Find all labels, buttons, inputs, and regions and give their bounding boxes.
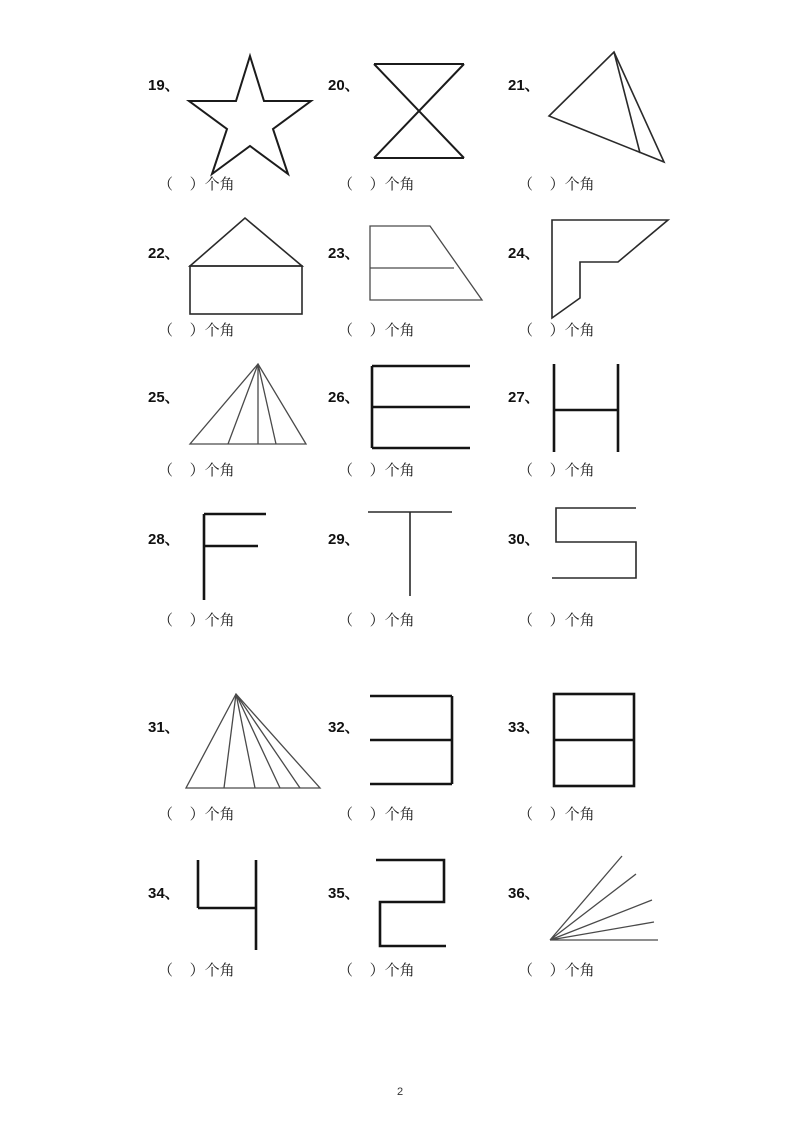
problem-item-31 — [140, 688, 320, 824]
figure-area — [140, 500, 320, 612]
figure-area — [320, 214, 500, 322]
figure-letter-e-mirrored — [360, 688, 500, 816]
figure-triangle-three-cevians — [180, 358, 320, 486]
item-number: 27、 — [508, 389, 540, 406]
item-number: 30、 — [508, 531, 540, 548]
figure-letter-t — [360, 500, 500, 628]
answer-blank[interactable]: （ ）个角 — [338, 176, 415, 193]
problem-item-28 — [140, 500, 320, 630]
problem-row — [140, 854, 680, 980]
item-number: 19、 — [148, 77, 180, 94]
item-number: 21、 — [508, 77, 540, 94]
figure-ray-fan-five — [540, 854, 680, 982]
problem-item-34 — [140, 854, 320, 980]
answer-blank[interactable]: （ ）个角 — [158, 176, 235, 193]
answer-blank[interactable]: （ ）个角 — [158, 962, 235, 979]
problem-item-27 — [500, 358, 680, 480]
figure-area — [500, 688, 680, 806]
figure-area — [140, 214, 320, 322]
problem-item-30 — [500, 500, 680, 630]
item-number: 32、 — [328, 719, 360, 736]
figure-wide-triangle-four-cevians — [180, 688, 320, 816]
figure-house-pentagon — [180, 214, 320, 342]
item-number: 34、 — [148, 885, 180, 902]
item-number: 35、 — [328, 885, 360, 902]
figure-area — [140, 854, 320, 962]
figure-area — [320, 358, 500, 462]
figure-area — [500, 214, 680, 322]
item-number: 25、 — [148, 389, 180, 406]
item-number: 20、 — [328, 77, 360, 94]
item-number: 29、 — [328, 531, 360, 548]
figure-area — [140, 358, 320, 462]
figure-area — [140, 688, 320, 806]
problem-item-21 — [500, 46, 680, 194]
problem-item-36 — [500, 854, 680, 980]
answer-blank[interactable]: （ ）个角 — [518, 462, 595, 479]
figure-notched-corner-arrow — [540, 214, 680, 342]
problem-item-20 — [320, 46, 500, 194]
problem-row — [140, 688, 680, 824]
problem-item-24 — [500, 214, 680, 340]
problem-item-33 — [500, 688, 680, 824]
figure-letter-h — [540, 358, 680, 486]
answer-blank[interactable]: （ ）个角 — [158, 612, 235, 629]
page-number: 2 — [396, 1086, 404, 1098]
figure-area — [320, 500, 500, 612]
answer-blank[interactable]: （ ）个角 — [158, 322, 235, 339]
item-number: 24、 — [508, 245, 540, 262]
problem-item-26 — [320, 358, 500, 480]
figure-area — [320, 688, 500, 806]
figure-letter-f — [180, 500, 320, 628]
answer-blank[interactable]: （ ）个角 — [518, 962, 595, 979]
answer-blank[interactable]: （ ）个角 — [158, 806, 235, 823]
problem-item-22 — [140, 214, 320, 340]
answer-blank[interactable]: （ ）个角 — [338, 462, 415, 479]
answer-blank[interactable]: （ ）个角 — [338, 962, 415, 979]
figure-letter-s-angular — [540, 500, 680, 628]
answer-blank[interactable]: （ ）个角 — [338, 806, 415, 823]
answer-blank[interactable]: （ ）个角 — [518, 176, 595, 193]
problem-row — [140, 500, 680, 630]
item-number: 36、 — [508, 885, 540, 902]
figure-area — [500, 500, 680, 612]
problem-row — [140, 214, 680, 340]
problem-item-32 — [320, 688, 500, 824]
figure-digit-two-angular — [360, 854, 500, 982]
figure-area — [320, 854, 500, 962]
problem-item-25 — [140, 358, 320, 480]
problem-item-29 — [320, 500, 500, 630]
item-number: 28、 — [148, 531, 180, 548]
answer-blank[interactable]: （ ）个角 — [518, 322, 595, 339]
figure-letter-e — [360, 358, 500, 486]
figure-area — [500, 358, 680, 462]
figure-area — [320, 46, 500, 176]
answer-blank[interactable]: （ ）个角 — [338, 322, 415, 339]
answer-blank[interactable]: （ ）个角 — [158, 462, 235, 479]
figure-five-pointed-star — [180, 46, 320, 174]
item-number: 31、 — [148, 719, 180, 736]
figure-rectangle-divided — [540, 688, 680, 816]
problem-item-19 — [140, 46, 320, 194]
problem-row — [140, 46, 680, 194]
answer-blank[interactable]: （ ）个角 — [518, 806, 595, 823]
problem-row — [140, 358, 680, 480]
item-number: 22、 — [148, 245, 180, 262]
figure-area — [140, 46, 320, 176]
answer-blank[interactable]: （ ）个角 — [518, 612, 595, 629]
problem-item-23 — [320, 214, 500, 340]
item-number: 33、 — [508, 719, 540, 736]
figure-digit-four — [180, 854, 320, 982]
figure-area — [500, 46, 680, 176]
figure-bowtie-hourglass — [360, 46, 500, 174]
figure-triangle-with-cevian — [540, 46, 680, 174]
item-number: 26、 — [328, 389, 360, 406]
answer-blank[interactable]: （ ）个角 — [338, 612, 415, 629]
figure-right-trapezoid-divided — [360, 214, 500, 342]
problem-grid — [140, 46, 680, 980]
item-number: 23、 — [328, 245, 360, 262]
figure-area — [500, 854, 680, 962]
problem-item-35 — [320, 854, 500, 980]
